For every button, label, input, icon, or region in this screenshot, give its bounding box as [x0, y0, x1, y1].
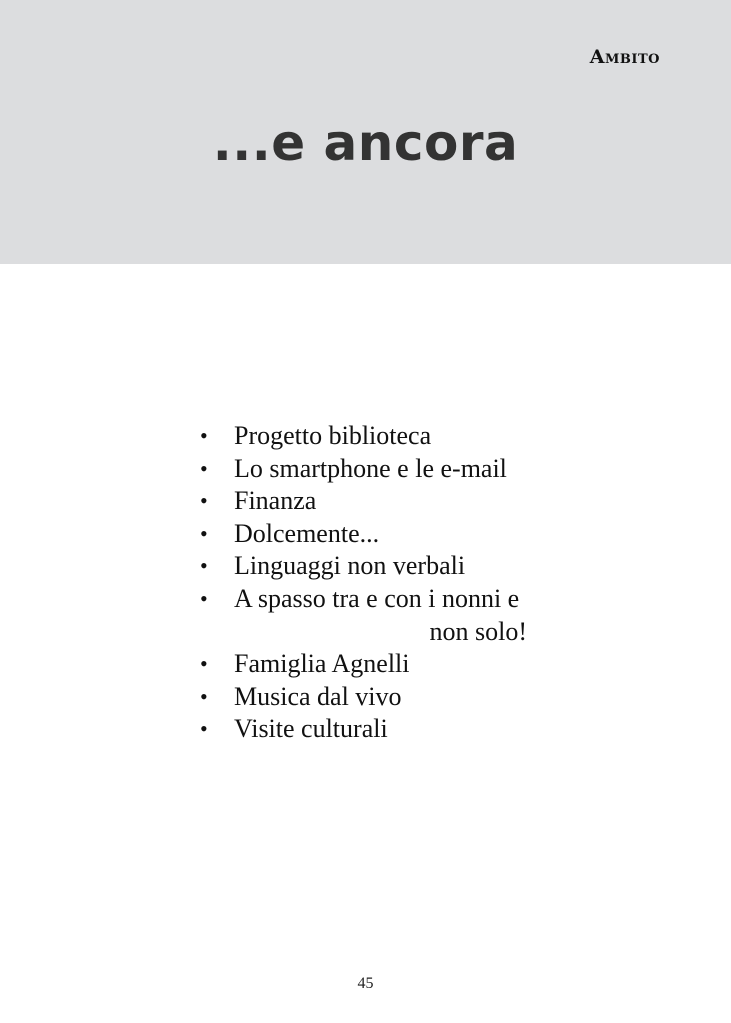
page-title: ...e ancora: [212, 114, 519, 172]
header-band: [0, 0, 731, 264]
list-item-label: Lo smartphone e le e-mail: [234, 453, 507, 483]
list-item-label-continued: non solo!: [429, 616, 527, 646]
list-item-label: Finanza: [234, 486, 317, 516]
list-item: [200, 583, 540, 648]
bullet-icon: •: [200, 423, 208, 448]
bullet-icon: •: [200, 651, 208, 677]
list-item: [200, 648, 540, 681]
page-number: 45: [357, 975, 374, 992]
list-item: [200, 485, 540, 518]
bullet-icon: •: [200, 716, 208, 742]
bullet-icon: •: [200, 585, 208, 611]
bullet-icon: •: [200, 488, 208, 514]
activity-list: [200, 420, 540, 746]
list-item-label: Dolcemente...: [234, 518, 380, 548]
list-item-label: Progetto biblioteca: [234, 421, 432, 450]
list-item-label: A spasso tra e con i nonni e: [234, 583, 520, 613]
bullet-icon: •: [200, 455, 208, 481]
section-label: Ambito: [589, 46, 660, 68]
list-item-label: Musica dal vivo: [234, 681, 402, 711]
bullet-icon: •: [200, 683, 208, 709]
list-item: [200, 420, 540, 453]
bullet-icon: •: [200, 520, 208, 546]
list-item-label: Linguaggi non verbali: [234, 551, 466, 581]
list-item: [200, 518, 540, 551]
list-item: [200, 453, 540, 486]
bullet-icon: •: [200, 553, 208, 579]
list-item-label: Famiglia Agnelli: [234, 649, 410, 679]
list-item: [200, 550, 540, 583]
list-item-label: Visite culturali: [234, 714, 388, 744]
list-item: [200, 681, 540, 714]
list-item: [200, 713, 540, 746]
